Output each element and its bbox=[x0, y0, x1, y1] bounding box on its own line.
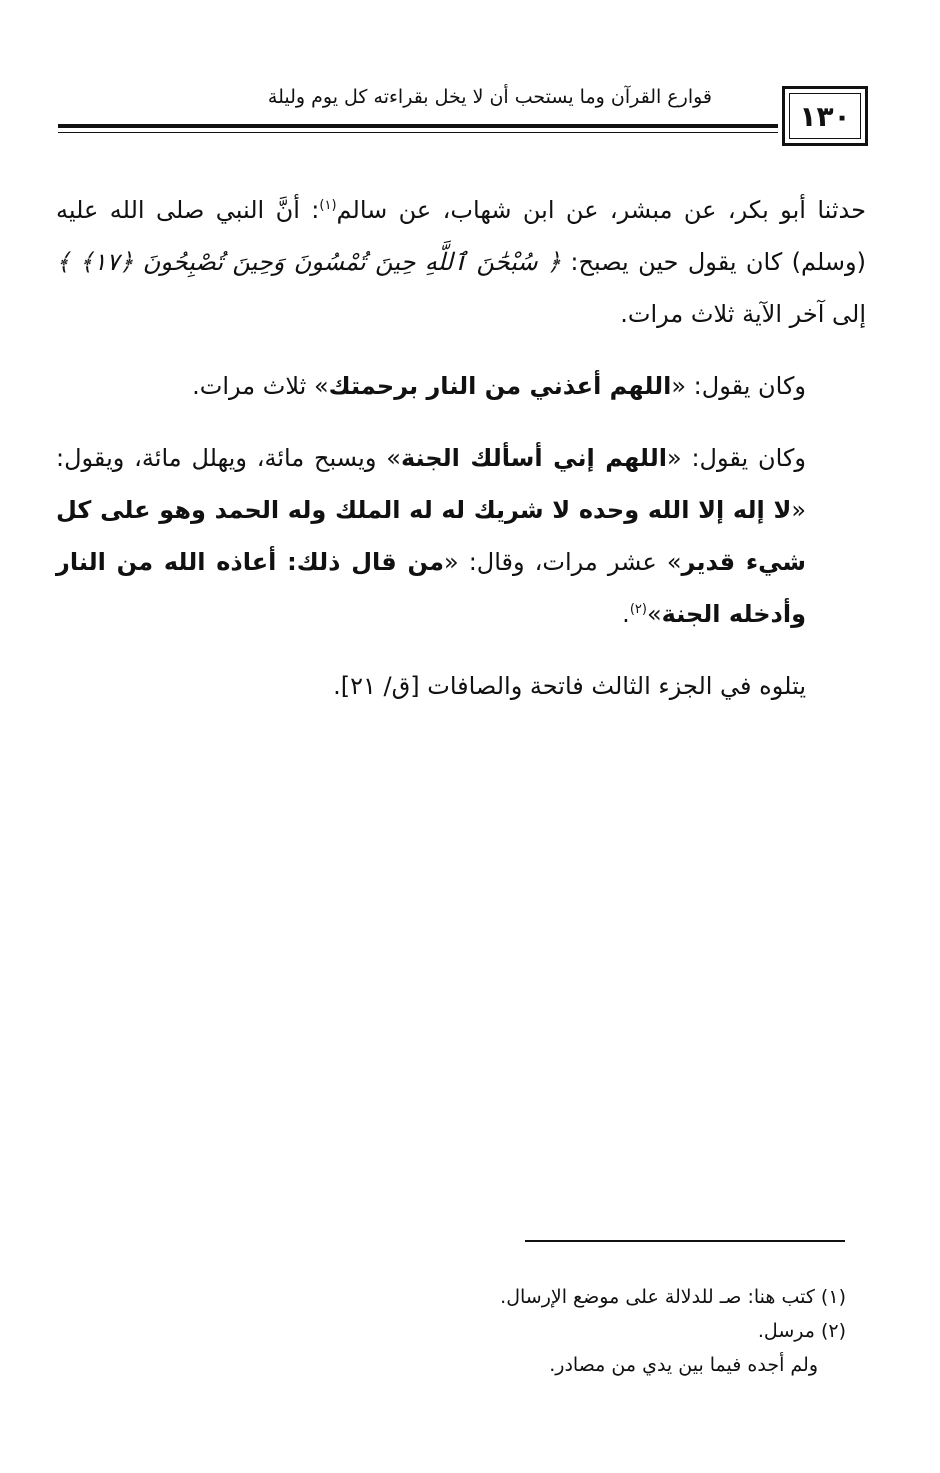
footnote-ref-2: (٢) bbox=[629, 602, 647, 617]
paragraph-4: يتلوه في الجزء الثالث فاتحة والصافات [ق/ ٢١]. bbox=[333, 672, 806, 700]
quran-verse: ﴿ سُبْحَٰنَ ٱللَّهِ حِينَ تُمْسُونَ وَحِينَ تُصْبِحُونَ ﴿١٧﴾ ﴾ bbox=[56, 248, 562, 276]
footnote-2: (٢) مرسل. bbox=[757, 1320, 846, 1342]
page-number: ١٣٠ bbox=[799, 99, 851, 133]
page-header bbox=[58, 84, 868, 154]
p1-text-a: حدثنا أبو بكر، عن مبشر، عن ابن شهاب، عن سالم bbox=[336, 196, 866, 224]
p2-text-b: » ثلاث مرات. bbox=[192, 372, 329, 400]
p2-text-a: وكان يقول: « bbox=[671, 372, 806, 400]
paragraph-3 bbox=[56, 432, 866, 640]
p3-tahlil: لا إله إلا الله وحده لا شريك له له الملك وله الحمد وهو على كل شيء قدير bbox=[56, 496, 806, 576]
paragraph-1 bbox=[56, 184, 866, 340]
footnote-2-continued: ولم أجده فيما بين يدي من مصادر. bbox=[549, 1354, 818, 1376]
footnotes bbox=[200, 1280, 846, 1382]
paragraph-2 bbox=[56, 360, 866, 412]
p1-text-b: : أنَّ النبي صلى الله عليه (وسلم) كان يقول حين يصبح: bbox=[56, 196, 866, 276]
footnote-ref-1: (١) bbox=[319, 198, 337, 213]
p3-text-e: . bbox=[622, 600, 630, 628]
p3-text-d: » bbox=[646, 600, 662, 628]
p1-text-c: إلى آخر الآية ثلاث مرات. bbox=[620, 300, 866, 328]
running-title: قوارع القرآن وما يستحب أن لا يخل بقراءته كل يوم وليلة bbox=[267, 86, 712, 108]
main-text bbox=[56, 184, 866, 712]
p3-text-a: وكان يقول: « bbox=[666, 444, 806, 472]
header-rule-thin bbox=[58, 132, 778, 133]
page-number-frame bbox=[782, 86, 868, 146]
footnote-separator bbox=[525, 1240, 845, 1242]
footnote-1: (١) كتب هنا: صـ للدلالة على موضع الإرسال. bbox=[500, 1286, 846, 1308]
p2-supplication: اللهم أعذني من النار برحمتك bbox=[328, 372, 672, 400]
p3-supplication-1: اللهم إني أسألك الجنة bbox=[400, 444, 667, 472]
header-rule-thick bbox=[58, 124, 778, 128]
p3-saying: من قال ذلك: أعاذه الله من النار وأدخله الجنة bbox=[56, 548, 806, 628]
p3-text-c: » عشر مرات، وقال: « bbox=[443, 548, 682, 576]
p3-text-b: » ويسبح مائة، ويهلل مائة، ويقول: « bbox=[56, 444, 806, 524]
